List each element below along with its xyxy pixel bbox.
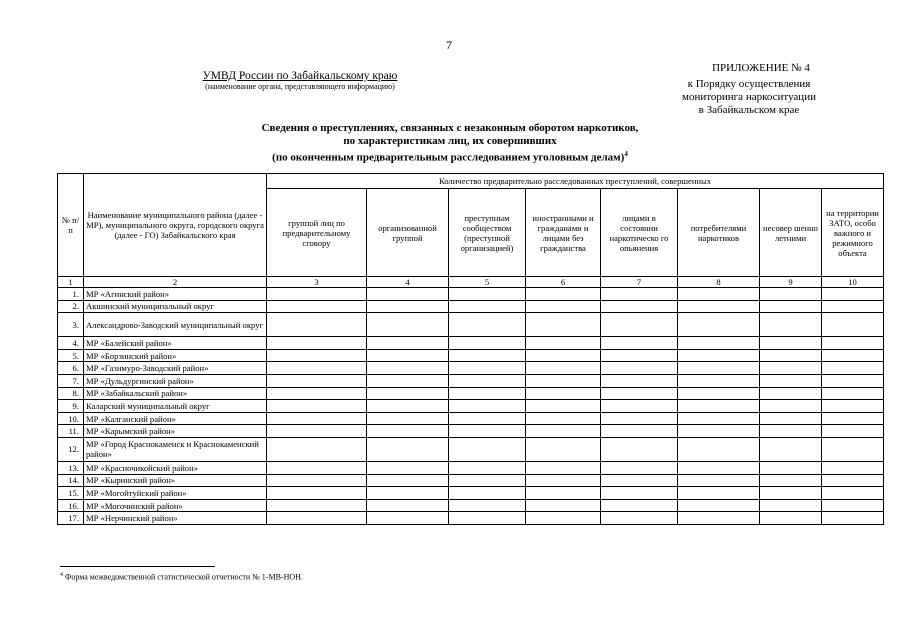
row-number: 15. [58, 487, 84, 500]
data-cell[interactable] [367, 400, 449, 413]
table-row [58, 349, 884, 362]
title-line [200, 148, 700, 165]
data-cell[interactable] [822, 412, 884, 425]
data-cell[interactable] [526, 387, 601, 400]
data-cell[interactable] [367, 374, 449, 387]
data-cell[interactable] [601, 313, 678, 337]
data-cell[interactable] [601, 387, 678, 400]
data-cell[interactable] [267, 425, 367, 438]
data-cell[interactable] [601, 400, 678, 413]
data-cell[interactable] [526, 337, 601, 350]
table-row [58, 400, 884, 413]
data-cell[interactable] [601, 374, 678, 387]
row-number: 12. [58, 437, 84, 461]
data-cell[interactable] [526, 512, 601, 525]
column-number: 1 [58, 277, 84, 288]
table-row [58, 499, 884, 512]
header-column: несовер шенно летними [760, 189, 822, 277]
data-cell[interactable] [678, 313, 760, 337]
data-cell[interactable] [367, 474, 449, 487]
data-cell[interactable] [526, 288, 601, 301]
header-column: потребителями наркотиков [678, 189, 760, 277]
table-row [58, 425, 884, 438]
data-cell[interactable] [601, 362, 678, 375]
crimes-table [57, 173, 884, 525]
data-cell[interactable] [678, 487, 760, 500]
data-cell[interactable] [822, 512, 884, 525]
data-cell[interactable] [822, 349, 884, 362]
footnote-text: Форма межведомственной статистической отчетности № 1-МВ-НОН. [65, 572, 303, 582]
row-name: МР «Газимуро-Заводский район» [84, 362, 267, 375]
data-cell[interactable] [267, 349, 367, 362]
appendix-label: ПРИЛОЖЕНИЕ № 4 [712, 62, 810, 74]
organization-name: УМВД России по Забайкальскому краю [202, 70, 398, 82]
data-cell[interactable] [526, 313, 601, 337]
data-cell[interactable] [267, 437, 367, 461]
data-cell[interactable] [601, 349, 678, 362]
data-cell[interactable] [267, 288, 367, 301]
table-row [58, 461, 884, 474]
data-cell[interactable] [822, 313, 884, 337]
data-cell[interactable] [367, 349, 449, 362]
data-cell[interactable] [601, 461, 678, 474]
data-cell[interactable] [367, 499, 449, 512]
data-cell[interactable] [601, 474, 678, 487]
data-cell[interactable] [822, 499, 884, 512]
row-number: 1. [58, 288, 84, 301]
header-num: № п/п [58, 174, 84, 277]
data-cell[interactable] [526, 487, 601, 500]
data-cell[interactable] [367, 437, 449, 461]
data-cell[interactable] [267, 313, 367, 337]
row-name: Каларский муниципальный округ [84, 400, 267, 413]
column-number: 7 [601, 277, 678, 288]
data-cell[interactable] [367, 512, 449, 525]
data-cell[interactable] [760, 474, 822, 487]
data-cell[interactable] [678, 400, 760, 413]
data-cell[interactable] [367, 337, 449, 350]
row-number: 17. [58, 512, 84, 525]
data-cell[interactable] [367, 362, 449, 375]
data-cell[interactable] [760, 387, 822, 400]
data-cell[interactable] [449, 337, 526, 350]
footnote-divider [60, 566, 215, 567]
row-name: МР «Могойтуйский район» [84, 487, 267, 500]
table-row [58, 412, 884, 425]
data-cell[interactable] [822, 288, 884, 301]
data-cell[interactable] [678, 387, 760, 400]
data-cell[interactable] [449, 300, 526, 313]
table-row [58, 387, 884, 400]
row-number: 8. [58, 387, 84, 400]
data-cell[interactable] [526, 474, 601, 487]
data-cell[interactable] [822, 387, 884, 400]
data-cell[interactable] [601, 412, 678, 425]
data-cell[interactable] [760, 362, 822, 375]
row-name: МР «Дульдургинский район» [84, 374, 267, 387]
data-cell[interactable] [267, 300, 367, 313]
table-row [58, 474, 884, 487]
data-cell[interactable] [760, 400, 822, 413]
data-cell[interactable] [526, 425, 601, 438]
data-cell[interactable] [526, 349, 601, 362]
title-line: по характеристикам лиц, их совершивших [343, 135, 557, 147]
data-cell[interactable] [526, 437, 601, 461]
table-row [58, 288, 884, 301]
footnote [60, 572, 303, 582]
header-column: преступным сообществом (преступной организацией) [449, 189, 526, 277]
data-cell[interactable] [822, 362, 884, 375]
data-cell[interactable] [526, 362, 601, 375]
row-name: МР «Кыринский район» [84, 474, 267, 487]
data-cell[interactable] [267, 412, 367, 425]
header-name: Наименование муниципального района (далее - МР), муниципального округа, городского округа (далее - ГО) Забайкальского края [84, 174, 267, 277]
data-cell[interactable] [526, 412, 601, 425]
data-cell[interactable] [367, 487, 449, 500]
data-cell[interactable] [267, 461, 367, 474]
data-cell[interactable] [678, 412, 760, 425]
data-cell[interactable] [449, 512, 526, 525]
header-column: на территории ЗАТО, особо важного и режимного объекта [822, 189, 884, 277]
data-cell[interactable] [267, 400, 367, 413]
row-number: 11. [58, 425, 84, 438]
data-cell[interactable] [267, 512, 367, 525]
data-cell[interactable] [760, 499, 822, 512]
data-cell[interactable] [367, 313, 449, 337]
row-name: Акшинский муниципальный округ [84, 300, 267, 313]
data-cell[interactable] [760, 349, 822, 362]
table-row [58, 313, 884, 337]
table-row [58, 300, 884, 313]
data-cell[interactable] [760, 374, 822, 387]
data-cell[interactable] [367, 461, 449, 474]
data-cell[interactable] [822, 400, 884, 413]
row-number: 4. [58, 337, 84, 350]
data-cell[interactable] [267, 499, 367, 512]
data-cell[interactable] [822, 300, 884, 313]
row-number: 13. [58, 461, 84, 474]
table-row [58, 512, 884, 525]
row-number: 7. [58, 374, 84, 387]
column-number: 4 [367, 277, 449, 288]
data-cell[interactable] [267, 487, 367, 500]
data-cell[interactable] [760, 487, 822, 500]
document-title [200, 122, 700, 165]
data-cell[interactable] [678, 512, 760, 525]
data-cell[interactable] [367, 425, 449, 438]
row-name: МР «Забайкальский район» [84, 387, 267, 400]
data-cell[interactable] [822, 487, 884, 500]
data-cell[interactable] [526, 461, 601, 474]
title-line-text: (по оконченным предварительным расследованием уголовным делам) [272, 151, 625, 164]
column-number: 5 [449, 277, 526, 288]
data-cell[interactable] [449, 437, 526, 461]
data-cell[interactable] [678, 499, 760, 512]
column-number: 3 [267, 277, 367, 288]
data-cell[interactable] [760, 512, 822, 525]
data-cell[interactable] [449, 400, 526, 413]
row-name: МР «Калганский район» [84, 412, 267, 425]
data-cell[interactable] [601, 512, 678, 525]
data-cell[interactable] [822, 374, 884, 387]
data-cell[interactable] [449, 461, 526, 474]
data-cell[interactable] [526, 374, 601, 387]
data-cell[interactable] [367, 387, 449, 400]
data-cell[interactable] [822, 425, 884, 438]
table-row [58, 487, 884, 500]
data-cell[interactable] [678, 288, 760, 301]
data-cell[interactable] [449, 425, 526, 438]
appendix-reference [660, 78, 838, 117]
data-cell[interactable] [526, 400, 601, 413]
data-cell[interactable] [678, 337, 760, 350]
data-cell[interactable] [526, 300, 601, 313]
row-name: МР «Нерчинский район» [84, 512, 267, 525]
column-number: 10 [822, 277, 884, 288]
row-name: МР «Агинский район» [84, 288, 267, 301]
data-cell[interactable] [601, 437, 678, 461]
header-column: организованной группой [367, 189, 449, 277]
row-name: МР «Город Краснокаменск и Краснокаменский район» [84, 437, 267, 461]
data-cell[interactable] [267, 374, 367, 387]
data-cell[interactable] [267, 387, 367, 400]
data-cell[interactable] [822, 461, 884, 474]
header-column: лицами в состоянии наркотическо го опьянения [601, 189, 678, 277]
row-number: 14. [58, 474, 84, 487]
data-cell[interactable] [760, 288, 822, 301]
data-cell[interactable] [449, 349, 526, 362]
data-cell[interactable] [449, 362, 526, 375]
data-cell[interactable] [449, 499, 526, 512]
data-cell[interactable] [267, 474, 367, 487]
data-cell[interactable] [601, 300, 678, 313]
row-name: МР «Могочинский район» [84, 499, 267, 512]
data-cell[interactable] [267, 337, 367, 350]
data-cell[interactable] [601, 288, 678, 301]
data-cell[interactable] [601, 487, 678, 500]
row-number: 2. [58, 300, 84, 313]
data-cell[interactable] [760, 300, 822, 313]
data-cell[interactable] [678, 425, 760, 438]
data-cell[interactable] [678, 437, 760, 461]
data-cell[interactable] [267, 362, 367, 375]
footnote-reference: 4 [624, 150, 628, 158]
data-cell[interactable] [760, 425, 822, 438]
row-name: МР «Балейский район» [84, 337, 267, 350]
table-row [58, 437, 884, 461]
header-column: группой лиц по предварительному сговору [267, 189, 367, 277]
title-line: Сведения о преступлениях, связанных с незаконным оборотом наркотиков, [261, 122, 639, 134]
data-cell[interactable] [449, 412, 526, 425]
data-cell[interactable] [678, 474, 760, 487]
row-number: 6. [58, 362, 84, 375]
appendix-reference-line: в Забайкальском крае [698, 104, 800, 116]
data-cell[interactable] [822, 337, 884, 350]
data-cell[interactable] [449, 313, 526, 337]
data-cell[interactable] [678, 300, 760, 313]
organization-note: (наименование органа, представляющего информацию) [205, 82, 395, 91]
header-column: иностранными и гражданами и лицами без гражданства [526, 189, 601, 277]
data-cell[interactable] [822, 437, 884, 461]
row-name: МР «Борзинский район» [84, 349, 267, 362]
data-cell[interactable] [449, 288, 526, 301]
row-name: МР «Карымский район» [84, 425, 267, 438]
organization-block [150, 70, 450, 91]
row-number: 9. [58, 400, 84, 413]
data-cell[interactable] [367, 412, 449, 425]
data-cell[interactable] [601, 425, 678, 438]
data-cell[interactable] [760, 337, 822, 350]
header-group: Количество предварительно расследованных преступлений, совершенных [267, 174, 884, 189]
data-cell[interactable] [678, 349, 760, 362]
data-cell[interactable] [367, 300, 449, 313]
column-number: 2 [84, 277, 267, 288]
table-row [58, 362, 884, 375]
row-number: 5. [58, 349, 84, 362]
column-number: 9 [760, 277, 822, 288]
row-name: Александрово-Заводский муниципальный округ [84, 313, 267, 337]
footnote-mark: 4 [60, 572, 63, 578]
data-cell[interactable] [760, 313, 822, 337]
data-cell[interactable] [760, 437, 822, 461]
column-number: 8 [678, 277, 760, 288]
page-number: 7 [446, 38, 452, 52]
data-cell[interactable] [760, 461, 822, 474]
data-cell[interactable] [601, 499, 678, 512]
data-cell[interactable] [678, 374, 760, 387]
column-number: 6 [526, 277, 601, 288]
data-cell[interactable] [760, 412, 822, 425]
appendix-reference-line: мониторинга наркоситуации [682, 91, 816, 103]
data-cell[interactable] [449, 474, 526, 487]
appendix-reference-line: к Порядку осуществления [687, 78, 811, 90]
data-cell[interactable] [822, 474, 884, 487]
data-cell[interactable] [449, 374, 526, 387]
data-cell[interactable] [449, 387, 526, 400]
table-row [58, 374, 884, 387]
table-row [58, 337, 884, 350]
row-number: 16. [58, 499, 84, 512]
data-cell[interactable] [449, 487, 526, 500]
row-number: 3. [58, 313, 84, 337]
data-cell[interactable] [367, 288, 449, 301]
row-number: 10. [58, 412, 84, 425]
data-cell[interactable] [678, 362, 760, 375]
data-cell[interactable] [526, 499, 601, 512]
data-cell[interactable] [678, 461, 760, 474]
data-cell[interactable] [601, 337, 678, 350]
row-name: МР «Красночикойский район» [84, 461, 267, 474]
